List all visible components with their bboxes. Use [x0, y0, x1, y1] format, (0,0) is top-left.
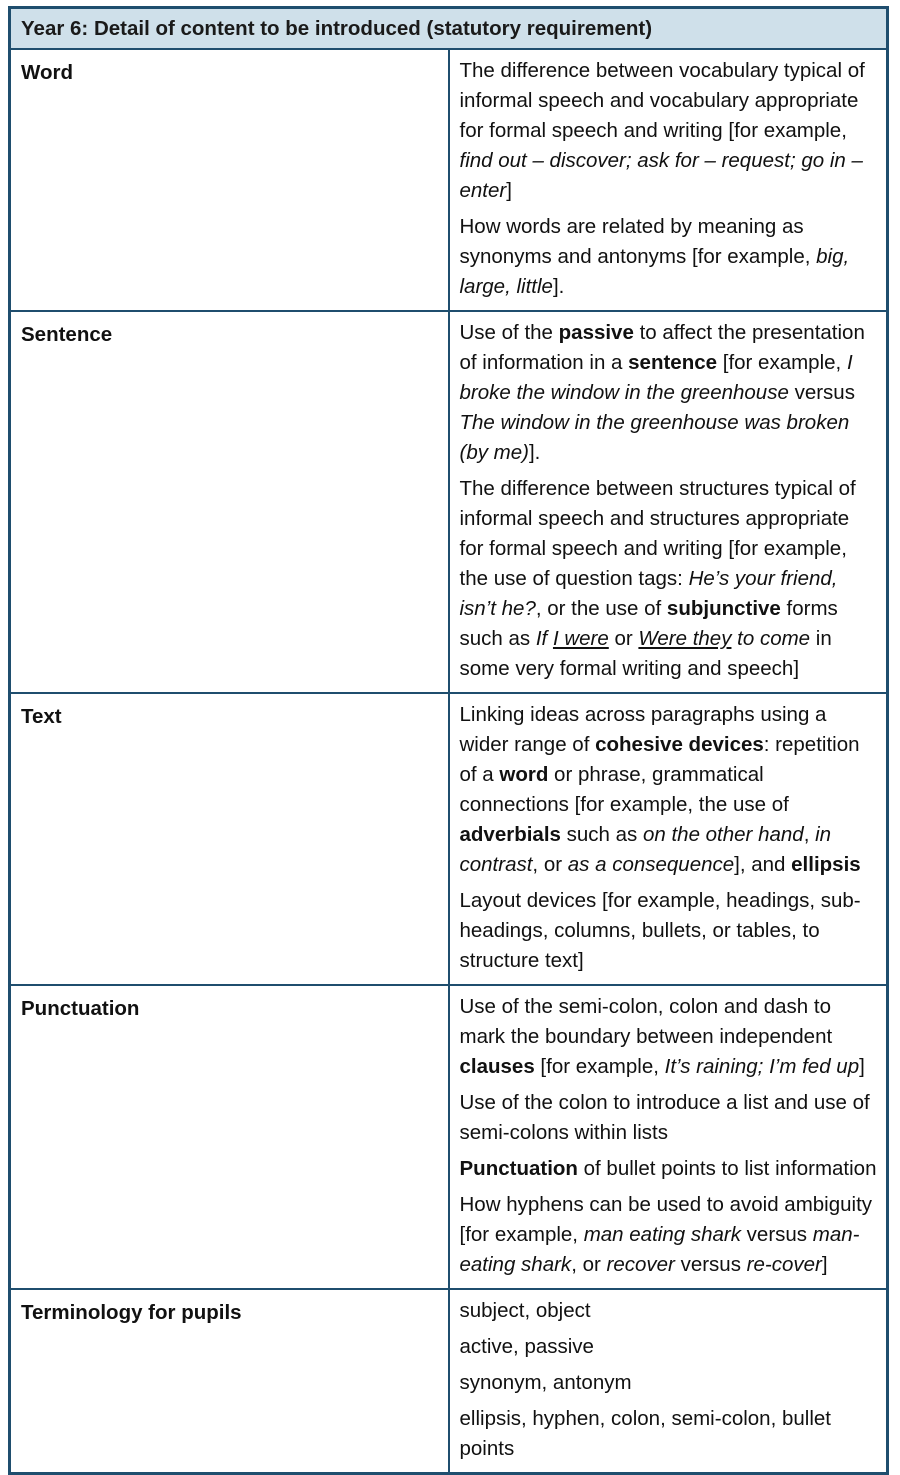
text-run: [for example,	[534, 1055, 665, 1078]
text-run: He’s your friend, isn’t he?	[459, 567, 838, 620]
row-content	[449, 1289, 888, 1474]
table-row	[10, 693, 888, 985]
text-run: to affect the presentation of information in a	[459, 321, 865, 374]
text-run: Use of the semi-colon, colon and dash to mark the boundary between independent	[459, 995, 833, 1048]
content-paragraph	[460, 1154, 879, 1184]
text-run: The difference between structures typical of informal speech and structures appropriate for formal speech and writing [for example, the use of question tags:	[459, 477, 856, 590]
content-paragraph	[460, 700, 879, 880]
row-label: Terminology for pupils	[10, 1289, 449, 1474]
text-run: Were they	[638, 627, 732, 650]
text-run: clauses	[459, 1055, 535, 1078]
text-run: [for example,	[717, 351, 847, 374]
text-run: synonym, antonym	[459, 1371, 632, 1394]
text-run: The difference between vocabulary typical of informal speech and vocabulary appropriate for formal speech and writing [for example,	[459, 59, 865, 142]
row-label: Text	[10, 693, 449, 985]
text-run: Use of the	[459, 321, 559, 344]
text-run: forms such as	[459, 597, 838, 650]
content-paragraph	[460, 474, 879, 684]
text-run: ], and	[734, 853, 792, 876]
table-row	[10, 311, 888, 693]
text-run: in some very formal writing and speech]	[459, 627, 832, 680]
text-run: man eating shark	[583, 1223, 741, 1246]
table-row	[10, 49, 888, 311]
content-paragraph	[460, 1368, 879, 1398]
text-run: of bullet points to list information	[577, 1157, 877, 1180]
table-row	[10, 1289, 888, 1474]
text-run: Linking ideas across paragraphs using a wider range of	[459, 703, 827, 756]
text-run: word	[499, 763, 549, 786]
row-label: Word	[10, 49, 449, 311]
text-run: It’s raining; I’m fed up	[664, 1055, 860, 1078]
text-run: such as	[560, 823, 643, 846]
row-label: Punctuation	[10, 985, 449, 1289]
table-header-row	[10, 8, 888, 50]
text-run: How hyphens can be used to avoid ambiguity [for example,	[459, 1193, 873, 1246]
text-run: I broke the window in the greenhouse	[459, 351, 853, 404]
text-run: to come	[731, 627, 811, 650]
text-run: find out – discover; ask for – request; go in – enter	[459, 149, 863, 202]
content-paragraph	[460, 212, 879, 302]
table-body	[10, 49, 888, 1474]
text-run: Use of the colon to introduce a list and use of semi-colons within lists	[459, 1091, 870, 1144]
text-run: ellipsis	[791, 853, 861, 876]
text-run: ]	[859, 1055, 865, 1078]
text-run: versus	[788, 381, 855, 404]
row-content	[449, 49, 888, 311]
table-row	[10, 985, 888, 1289]
text-run: or	[608, 627, 639, 650]
text-run: active, passive	[459, 1335, 594, 1358]
text-run: ]	[821, 1253, 828, 1276]
text-run: in contrast	[459, 823, 832, 876]
text-run: as a consequence	[567, 853, 735, 876]
text-run: versus	[740, 1223, 813, 1246]
text-run: adverbials	[459, 823, 561, 846]
text-run: ,	[803, 823, 816, 846]
content-paragraph	[460, 886, 879, 976]
content-paragraph	[460, 318, 879, 468]
text-run: recover	[606, 1253, 675, 1276]
text-run: big, large, little	[459, 245, 850, 298]
text-run: cohesive devices	[595, 733, 764, 756]
table-title: Year 6: Detail of content to be introduced (statutory requirement)	[10, 8, 888, 50]
content-paragraph	[460, 56, 879, 206]
text-run: re-cover	[746, 1253, 822, 1276]
text-run: The window in the greenhouse was broken (by me)	[459, 411, 850, 464]
text-run: , or the use of	[535, 597, 667, 620]
text-run: ellipsis, hyphen, colon, semi-colon, bullet points	[459, 1407, 831, 1460]
text-run: Punctuation	[459, 1157, 578, 1180]
text-run: ]	[506, 179, 512, 202]
text-run: on the other hand	[642, 823, 804, 846]
text-run: , or	[532, 853, 568, 876]
text-run: or phrase, grammatical connections [for example, the use of	[459, 763, 789, 816]
content-paragraph	[460, 1190, 879, 1280]
text-run: , or	[571, 1253, 607, 1276]
text-run: man-eating shark	[459, 1223, 860, 1276]
text-run: ].	[552, 275, 565, 298]
row-content	[449, 693, 888, 985]
content-paragraph	[460, 992, 879, 1082]
text-run: If	[535, 627, 553, 650]
content-paragraph	[460, 1404, 879, 1464]
text-run: subjunctive	[666, 597, 781, 620]
text-run: : repetition of a	[459, 733, 860, 786]
text-run: subject, object	[459, 1299, 591, 1322]
year6-content-table	[8, 6, 889, 1475]
content-paragraph	[460, 1296, 879, 1326]
row-content	[449, 985, 888, 1289]
text-run: ].	[528, 441, 541, 464]
content-paragraph	[460, 1332, 879, 1362]
text-run: passive	[558, 321, 634, 344]
text-run: versus	[674, 1253, 747, 1276]
row-label: Sentence	[10, 311, 449, 693]
text-run: sentence	[628, 351, 718, 374]
text-run: Layout devices [for example, headings, sub-headings, columns, bullets, or tables, to structure text]	[459, 889, 861, 972]
text-run: How words are related by meaning as synonyms and antonyms [for example,	[459, 215, 817, 268]
text-run: I were	[552, 627, 609, 650]
content-paragraph	[460, 1088, 879, 1148]
row-content	[449, 311, 888, 693]
